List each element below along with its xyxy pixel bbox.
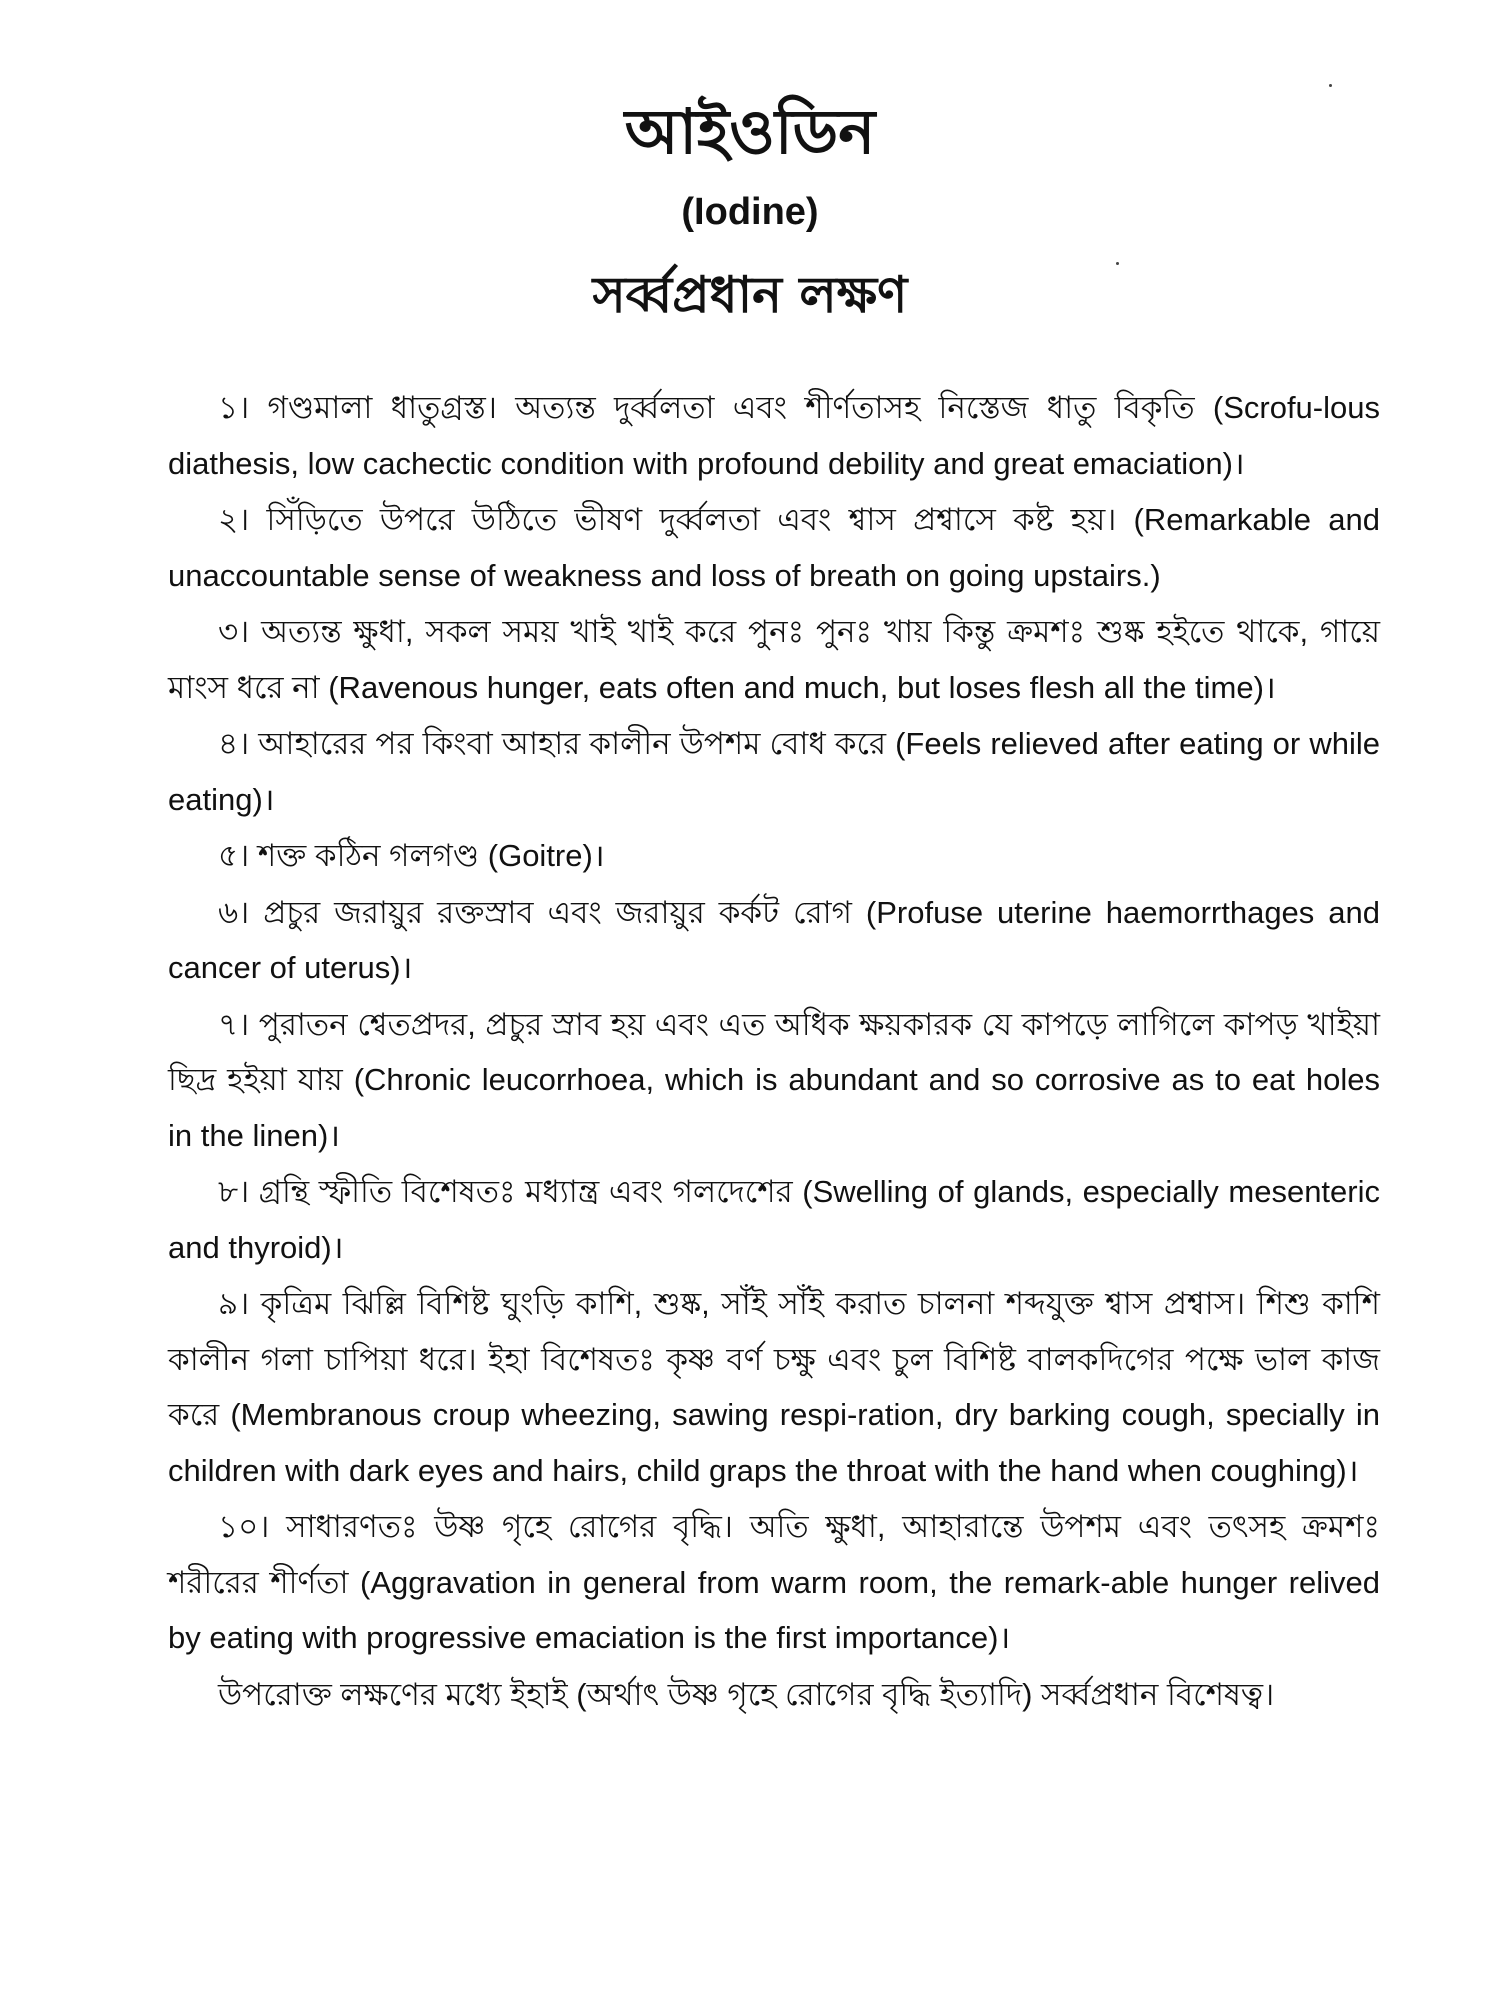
symptom-item-10: ১০। সাধারণতঃ উষ্ণ গৃহে রোগের বৃদ্ধি। অতি ক্ষুধা, আহারান্তে উপশম এবং তৎসহ ক্রমশঃ শরীরের শীর্ণতা (Aggravation in general from warm room, the remark-able hunger relived by eating with progressive emaciation is the first importance)। <box>168 1509 1380 1655</box>
symptom-item-8: ৮। গ্রন্থি স্ফীতি বিশেষতঃ মধ্যান্ত্র এবং গলদেশের (Swelling of glands, especially mesenteric and thyroid)। <box>168 1174 1380 1265</box>
symptom-item-4: ৪। আহারের পর কিংবা আহার কালীন উপশম বোধ করে (Feels relieved after eating or while eating)। <box>168 726 1380 817</box>
symptom-item-6: ৬। প্রচুর জরায়ুর রক্তস্রাব এবং জরায়ুর কর্কট রোগ (Profuse uterine haemorrthages and cancer of uterus)। <box>168 894 1380 985</box>
section-heading: সর্ব্বপ্রধান লক্ষণ <box>592 265 908 324</box>
page-title-bengali: আইওডিন <box>624 95 876 168</box>
symptom-item-5: ৫। শক্ত কঠিন গলগণ্ড (Goitre)। <box>218 838 605 873</box>
symptom-list <box>168 380 1380 1723</box>
symptom-item-3: ৩। অত্যন্ত ক্ষুধা, সকল সময় খাই খাই করে পুনঃ পুনঃ খায় কিন্তু ক্রমশঃ শুষ্ক হইতে থাকে, গায়ে মাংস ধরে না (Ravenous hunger, eats often and much, but loses flesh all the time)। <box>168 614 1380 705</box>
symptom-item-9: ৯। কৃত্রিম ঝিল্লি বিশিষ্ট ঘুংড়ি কাশি, শুষ্ক, সাঁই সাঁই করাত চালনা শব্দযুক্ত শ্বাস প্রশ্বাস। শিশু কাশি কালীন গলা চাপিয়া ধরে। ইহা বিশেষতঃ কৃষ্ণ বর্ণ চক্ষু এবং চুল বিশিষ্ট বালকদিগের পক্ষে ভাল কাজ করে (Membranous croup wheezing, sawing respi-ration, dry barking cough, specially in children with dark eyes and hairs, child graps the throat with the hand when coughing)। <box>168 1286 1380 1488</box>
scan-speck <box>1116 262 1119 265</box>
scan-speck <box>1329 84 1332 87</box>
symptom-item-2: ২। সিঁড়িতে উপরে উঠিতে ভীষণ দুর্ব্বলতা এবং শ্বাস প্রশ্বাসে কষ্ট হয়। (Remarkable and unaccountable sense of weakness and loss of breath on going upstairs.) <box>168 502 1380 593</box>
page-title-english: (Iodine) <box>681 191 819 233</box>
symptom-item-1: ১। গণ্ডমালা ধাতুগ্রস্ত। অত্যন্ত দুর্ব্বলতা এবং শীর্ণতাসহ নিস্তেজ ধাতু বিকৃতি (Scrofu-lous diathesis, low cachectic condition with profound debility and great emaciation)। <box>168 390 1380 481</box>
summary-paragraph: উপরোক্ত লক্ষণের মধ্যে ইহাই (অর্থাৎ উষ্ণ গৃহে রোগের বৃদ্ধি ইত্যাদি) সর্ব্বপ্রধান বিশেষত্ব। <box>218 1676 1275 1712</box>
symptom-item-7: ৭। পুরাতন শ্বেতপ্রদর, প্রচুর স্রাব হয় এবং এত অধিক ক্ষয়কারক যে কাপড়ে লাগিলে কাপড় খাইয়া ছিদ্র হইয়া যায় (Chronic leucorrhoea, which is abundant and so corrosive as to eat holes in the linen)। <box>168 1006 1380 1153</box>
